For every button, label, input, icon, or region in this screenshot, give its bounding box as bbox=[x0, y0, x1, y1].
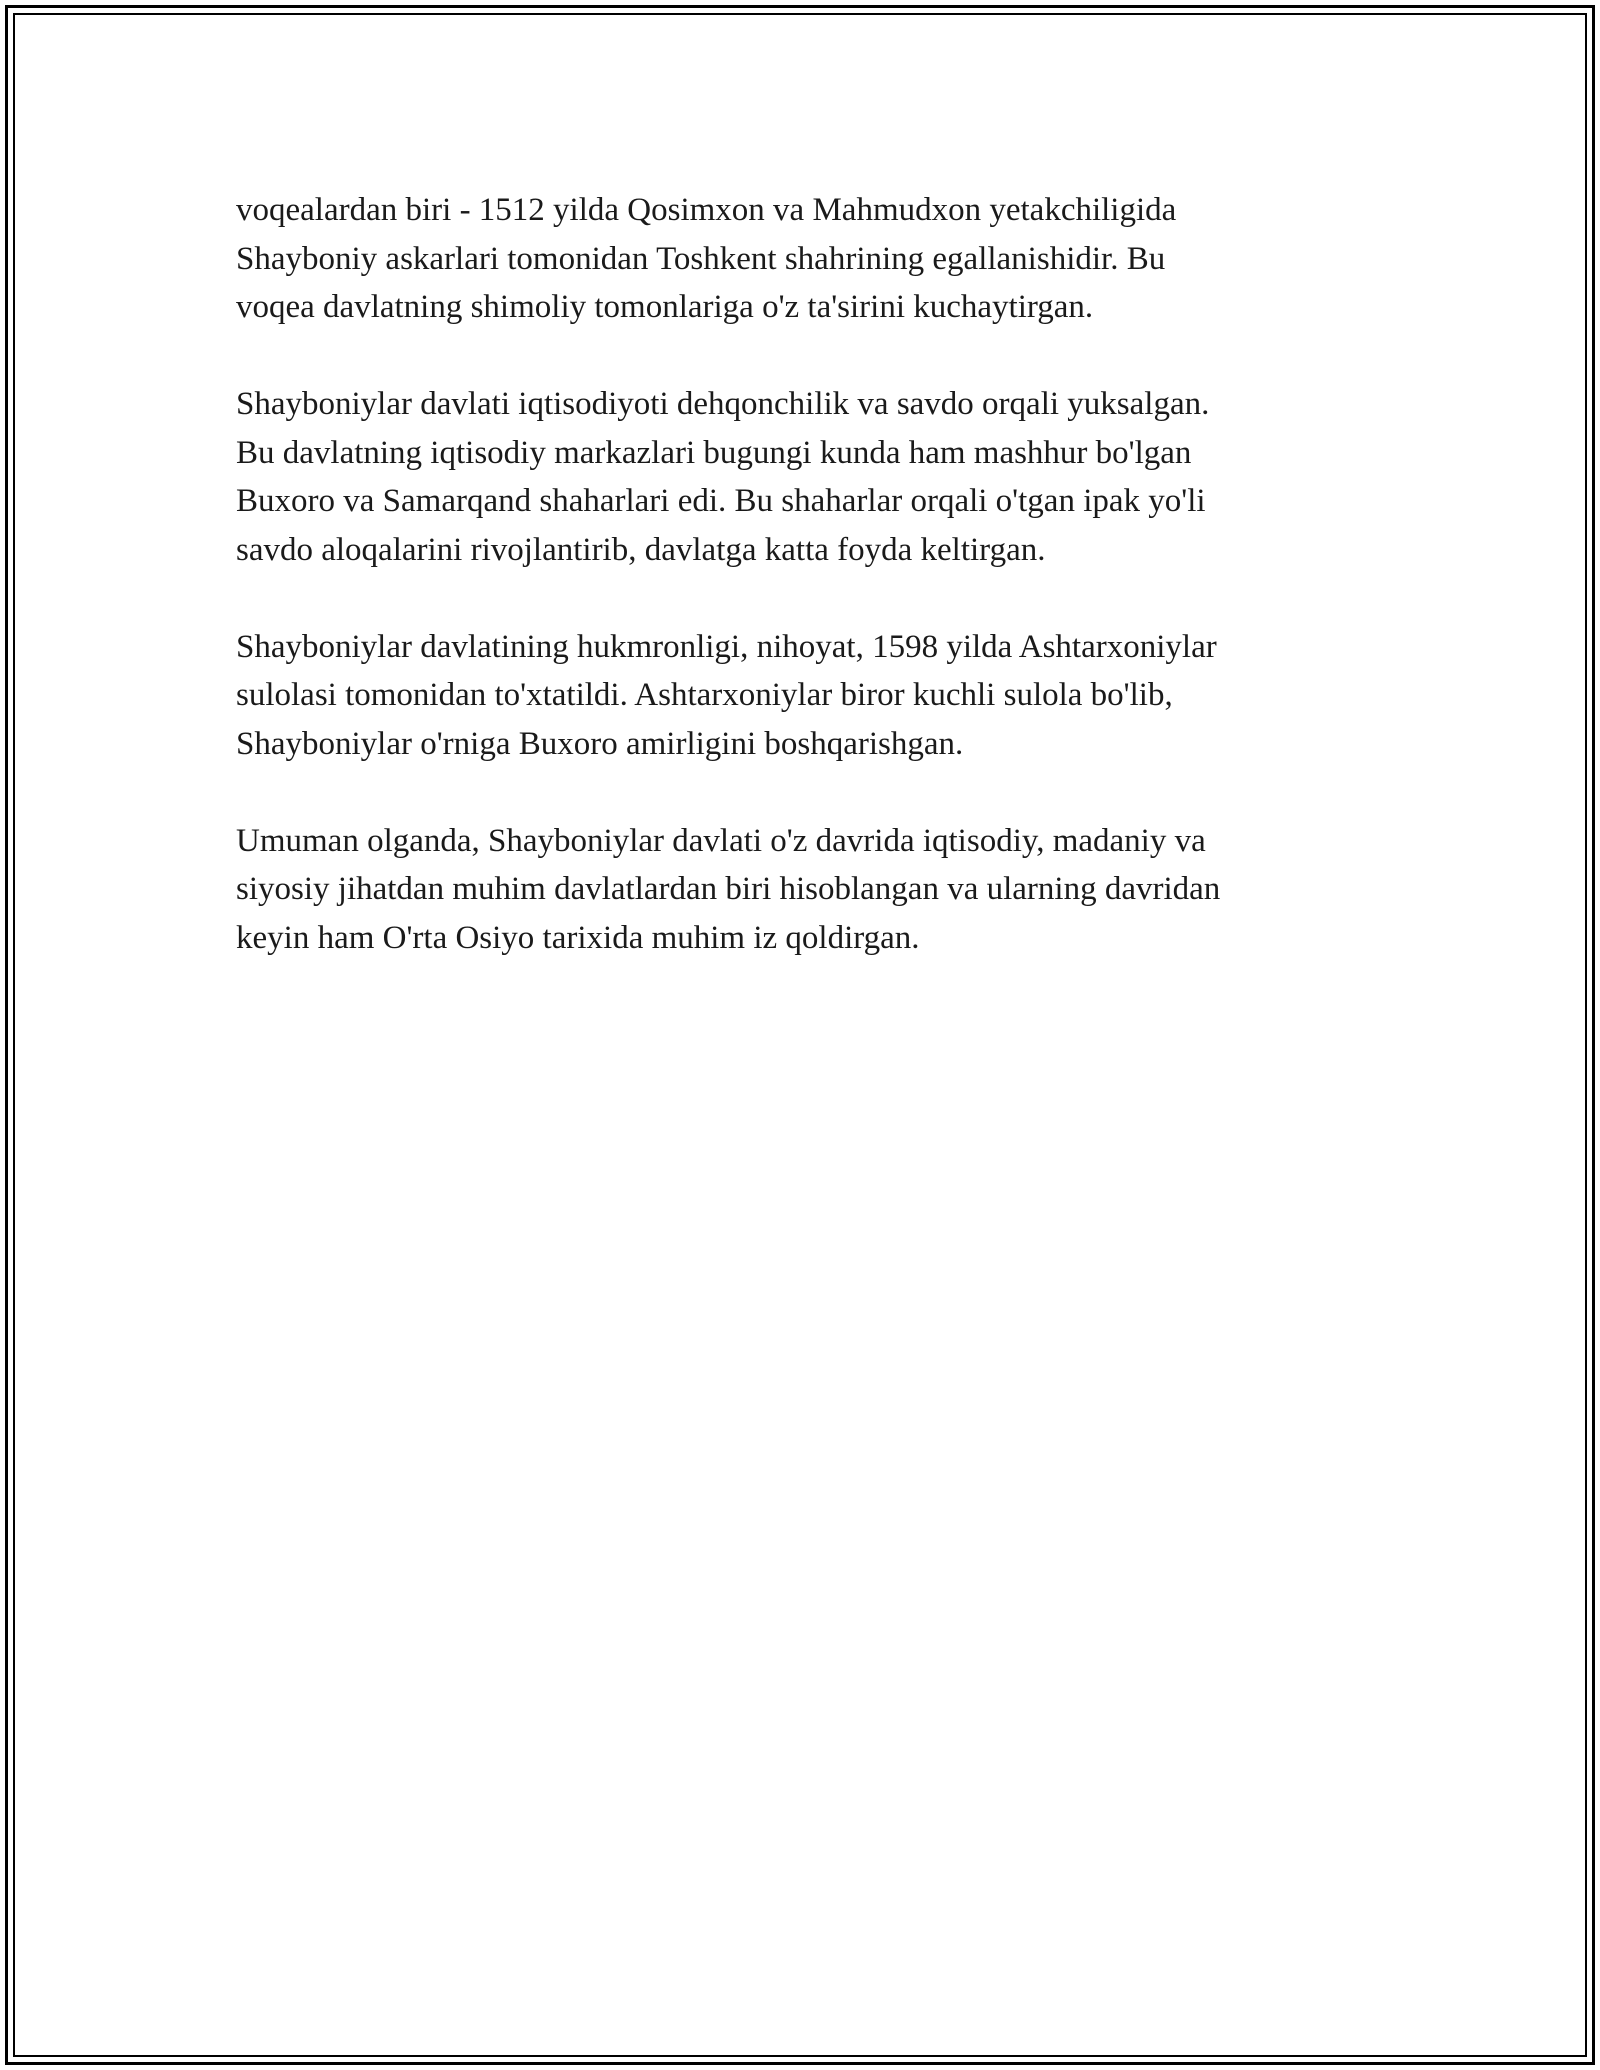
paragraph-4: Umuman olganda, Shayboniylar davlati o'z davrida iqtisodiy, madaniy va siyosiy jihatdan muhim davlatlardan biri hisoblangan va ularning davridan keyin ham O'rta Osiyo tarixida muhim iz qoldirgan. bbox=[236, 822, 1221, 956]
document-body bbox=[236, 186, 1376, 1011]
paragraph-3: Shayboniylar davlatining hukmronligi, nihoyat, 1598 yilda Ashtarxoniylar sulolasi tomonidan to'xtatildi. Ashtarxoniylar biror kuchli sulola bo'lib, Shayboniylar o'rniga Buxoro amirligini boshqarishgan. bbox=[236, 628, 1217, 762]
paragraph-2: Shayboniylar davlati iqtisodiyoti dehqonchilik va savdo orqali yuksalgan. Bu davlatning iqtisodiy markazlari bugungi kunda ham mashhur bo'lgan Buxoro va Samarqand shaharlari edi. Bu shaharlar orqali o'tgan ipak yo'li savdo aloqalarini rivojlantirib, davlatga katta foyda keltirgan. bbox=[236, 386, 1210, 568]
paragraph-1: voqealardan biri - 1512 yilda Qosimxon va Mahmudxon yetakchiligida Shayboniy askarlari tomonidan Toshkent shahrining egallanishidir. Bu voqea davlatning shimoliy tomonlariga o'z ta'sirini kuchaytirgan. bbox=[236, 192, 1177, 325]
